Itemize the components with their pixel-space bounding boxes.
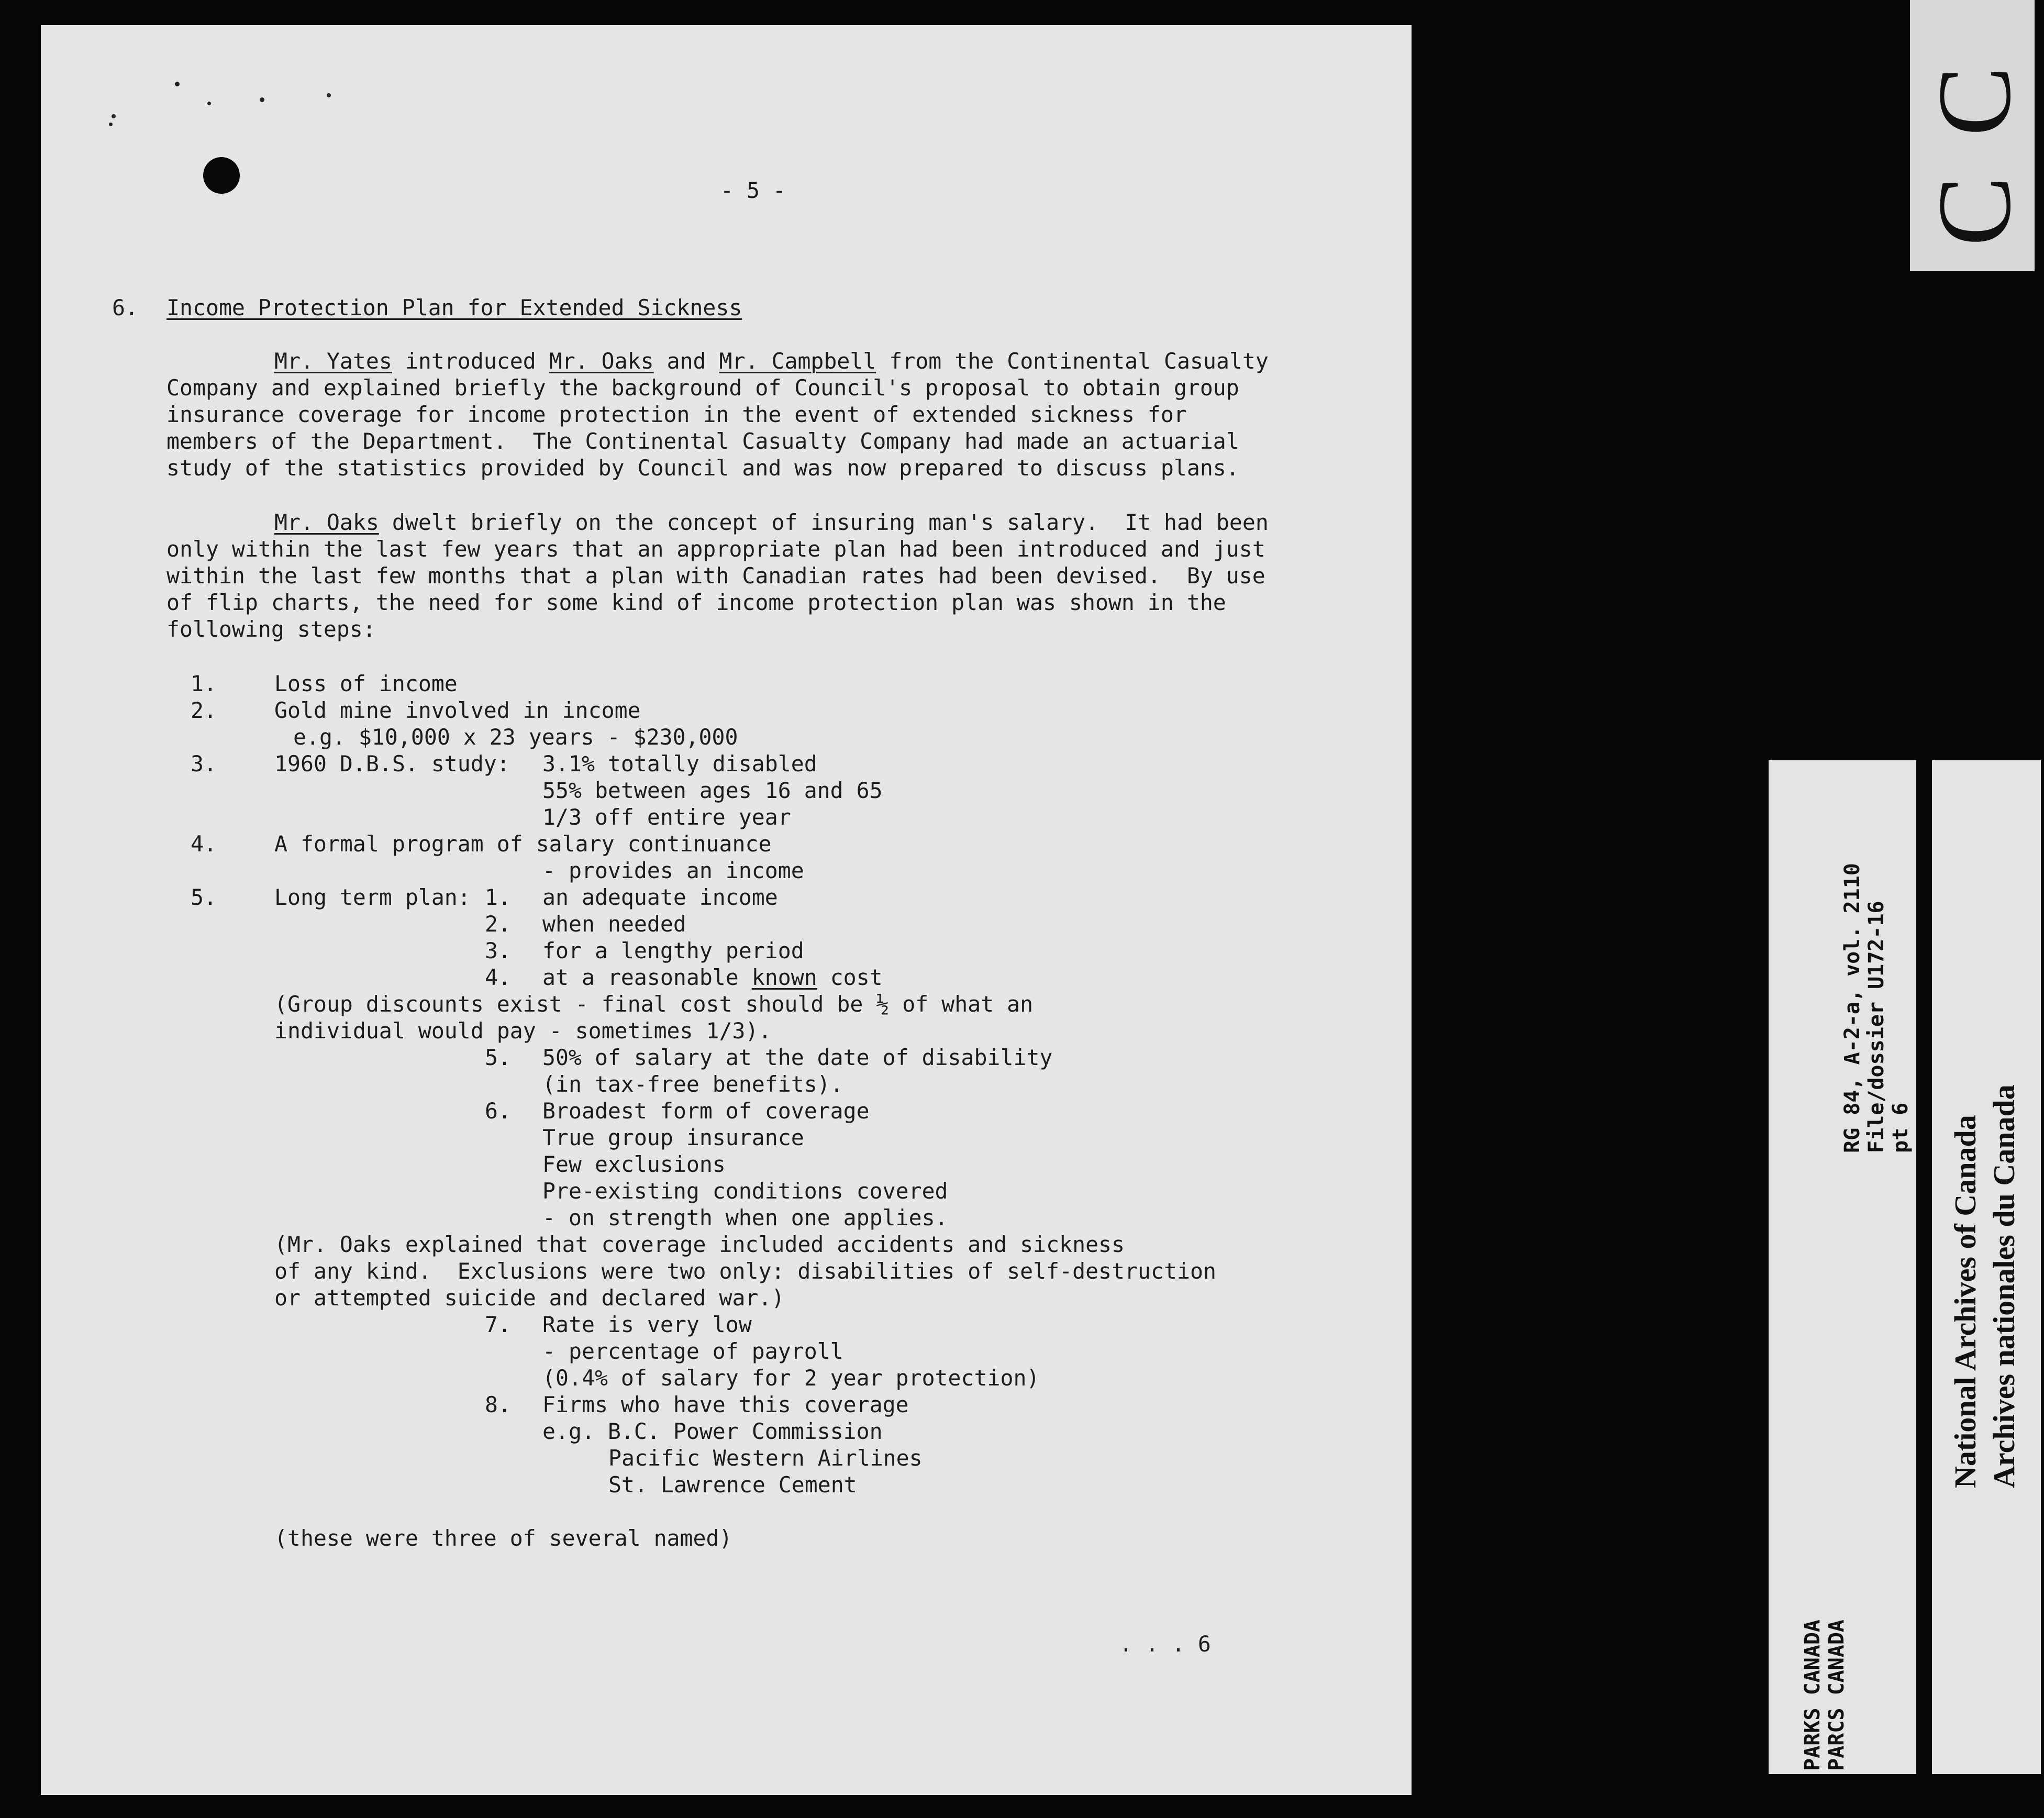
step-number: 4. (191, 831, 217, 857)
plan-item-number: 1. (485, 884, 511, 910)
para2-first-rest: dwelt briefly on the concept of insuring man's salary. It had been (379, 509, 1269, 535)
parks-canada-label: PARKS CANADA (1801, 1620, 1825, 1771)
step-number: 1. (191, 671, 217, 696)
plan-item-text: an adequate income (542, 884, 778, 910)
group-discount-note: (Group discounts exist - final cost should be ½ of what an (274, 991, 1034, 1017)
step-sub: - provides an income (542, 858, 804, 883)
plan-item-text: True group insurance (542, 1125, 804, 1150)
frame-mark-strip (1910, 0, 2035, 271)
plan-item-text: 50% of salary at the date of disability (542, 1045, 1053, 1070)
para1-first-line (274, 348, 1269, 374)
plan-item-number: 8. (485, 1392, 511, 1417)
step-number: 2. (191, 697, 217, 723)
plan-item-number: 5. (485, 1045, 511, 1070)
name-oaks: Mr. Oaks (549, 348, 654, 374)
parcs-canada-label: PARCS CANADA (1825, 1620, 1849, 1771)
plan-item-pre: at a reasonable (542, 965, 752, 990)
para2-line: within the last few months that a plan with Canadian rates had been devised. By use (166, 563, 1265, 589)
firm-name: St. Lawrence Cement (608, 1472, 857, 1498)
record-group-ref: RG 84, A-2-a, vol. 2110 (1840, 863, 1864, 1153)
plan-item-text: Rate is very low (542, 1312, 752, 1337)
para1-line: Company and explained briefly the background of Council's proposal to obtain group (166, 375, 1239, 401)
para1-join: from the Continental Casualty (876, 348, 1269, 374)
known-underlined: known (751, 965, 817, 990)
frame-mark: C (1917, 176, 2032, 246)
plan-item-text: Pre-existing conditions covered (542, 1178, 948, 1204)
section-number: 6. (112, 295, 138, 320)
plan-item-text: (in tax-free benefits). (542, 1071, 843, 1097)
name-campbell: Mr. Campbell (719, 348, 876, 374)
para1-line: insurance coverage for income protection in the event of extended sickness for (166, 402, 1187, 427)
page-number: - 5 - (720, 178, 786, 203)
step-number: 5. (191, 884, 217, 910)
plan-item-text (542, 964, 883, 991)
para2-line: only within the last few years that an appropriate plan had been introduced and just (166, 536, 1265, 562)
exclusions-note: or attempted suicide and declared war.) (274, 1285, 785, 1311)
para1-join: and (653, 348, 719, 374)
dust-speck (112, 114, 116, 118)
plan-item-number: 7. (485, 1312, 511, 1337)
plan-item-text: for a lengthy period (542, 938, 804, 963)
para2-line: following steps: (166, 616, 376, 642)
plan-item-text: (0.4% of salary for 2 year protection) (542, 1365, 1040, 1391)
plan-item-post: cost (817, 965, 883, 990)
plan-item-number: 3. (485, 938, 511, 963)
plan-item-text: when needed (542, 911, 686, 937)
punch-hole (203, 157, 240, 194)
exclusions-note: of any kind. Exclusions were two only: disabilities of self-destruction (274, 1258, 1216, 1284)
para1-join: introduced (392, 348, 549, 374)
continued-marker: . . . 6 (1119, 1631, 1211, 1657)
firm-name: Pacific Western Airlines (608, 1445, 923, 1471)
file-dossier-ref: File/dossier U172-16 (1864, 901, 1889, 1153)
archives-nationales-label: Archives nationales du Canada (1987, 1084, 2021, 1488)
group-discount-note: individual would pay - sometimes 1/3). (274, 1018, 772, 1044)
document-page (41, 25, 1412, 1795)
name-yates: Mr. Yates (274, 348, 392, 374)
plan-item-text: e.g. B.C. Power Commission (542, 1418, 883, 1444)
plan-item-text: Firms who have this coverage (542, 1392, 909, 1417)
para1-line: members of the Department. The Continental Casualty Company had made an actuarial (166, 428, 1239, 454)
plan-item-text: - percentage of payroll (542, 1338, 843, 1364)
archive-reference-strip (1769, 760, 1916, 1774)
national-archives-strip (1932, 760, 2041, 1774)
closing-note: (these were three of several named) (274, 1525, 732, 1551)
national-archives-label: National Archives of Canada (1948, 1115, 1982, 1488)
study-item: 1/3 off entire year (542, 804, 791, 830)
study-item: 55% between ages 16 and 65 (542, 778, 883, 803)
section-title: Income Protection Plan for Extended Sickness (166, 295, 742, 320)
part-ref: pt 6 (1889, 1102, 1913, 1153)
frame-mark: C (1917, 66, 2032, 136)
step-text: Loss of income (274, 671, 458, 696)
study-item: 3.1% totally disabled (542, 751, 817, 777)
plan-item-number: 4. (485, 965, 511, 990)
step-label: 1960 D.B.S. study: (274, 751, 510, 777)
para2-first-line (274, 509, 1269, 536)
plan-item-text: - on strength when one applies. (542, 1205, 948, 1231)
para2-line: of flip charts, the need for some kind of income protection plan was shown in the (166, 590, 1226, 615)
dust-speck (109, 123, 113, 126)
dust-speck (327, 93, 331, 97)
exclusions-note: (Mr. Oaks explained that coverage included accidents and sickness (274, 1232, 1125, 1257)
step-text: Gold mine involved in income (274, 697, 641, 723)
dust-speck (207, 102, 211, 105)
step-number: 3. (191, 751, 217, 777)
step-label: Long term plan: (274, 884, 471, 910)
plan-item-number: 2. (485, 911, 511, 937)
step-example: e.g. $10,000 x 23 years - $230,000 (293, 724, 738, 750)
name-oaks: Mr. Oaks (274, 509, 379, 535)
para1-line: study of the statistics provided by Council and was now prepared to discuss plans. (166, 455, 1239, 481)
plan-item-number: 6. (485, 1098, 511, 1124)
dust-speck (175, 82, 180, 86)
dust-speck (260, 97, 264, 102)
step-text: A formal program of salary continuance (274, 831, 772, 857)
plan-item-text: Broadest form of coverage (542, 1098, 870, 1124)
plan-item-text: Few exclusions (542, 1151, 726, 1177)
